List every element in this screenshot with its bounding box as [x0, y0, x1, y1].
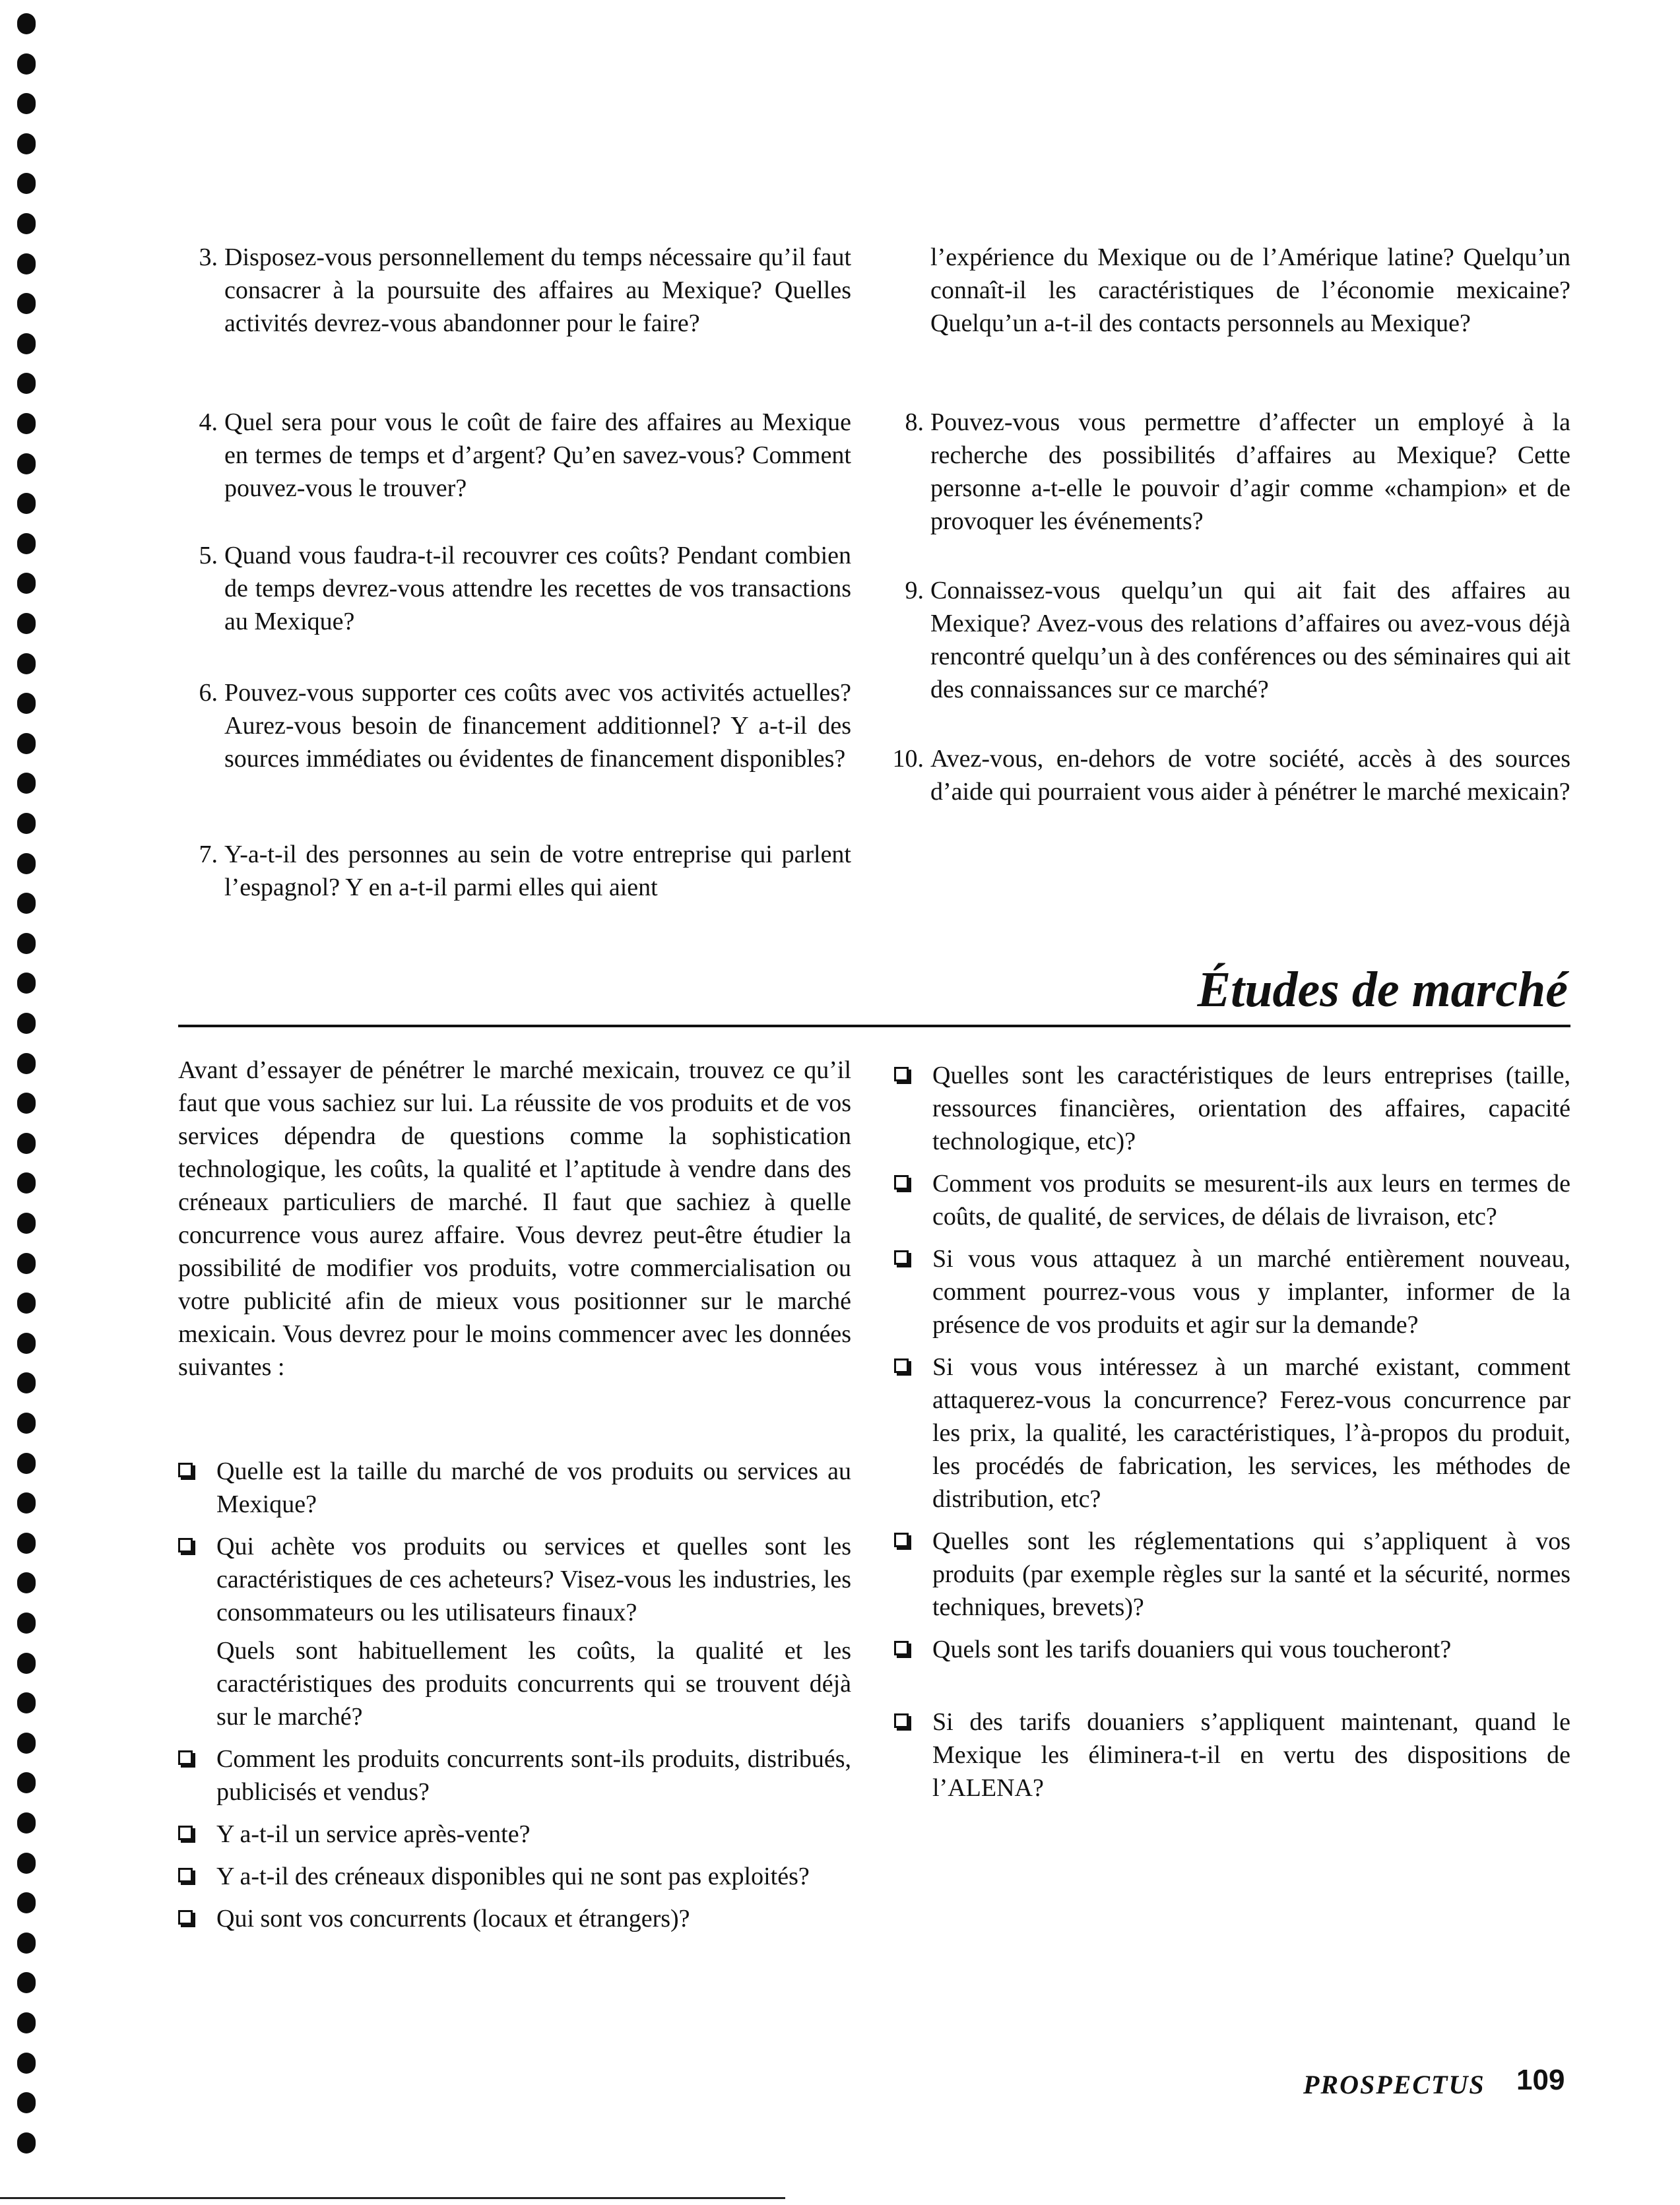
binder-hole — [17, 493, 36, 514]
binder-hole — [17, 1333, 36, 1354]
binder-hole — [17, 1253, 36, 1274]
binder-hole — [17, 1413, 36, 1434]
binder-hole — [17, 1653, 36, 1674]
binder-hole — [17, 1613, 36, 1634]
bullet-item — [894, 1167, 1570, 1233]
binder-hole — [17, 773, 36, 794]
question-text: Connaissez-vous quelqu’un qui ait fait des affaires au Mexique? Avez-vous des relations d’affaires ou avez-vous déjà rencontré quelqu’un à des conférences ou des séminaires qui ait des connaissances sur ce marché? — [930, 577, 1570, 703]
checkbox-icon — [894, 1250, 909, 1265]
question-number: 8. — [905, 408, 924, 436]
binder-hole — [17, 1172, 36, 1194]
binder-hole — [17, 893, 36, 914]
binder-hole — [17, 1692, 36, 1713]
section-title: Études de marché — [1197, 962, 1568, 1017]
binder-hole — [17, 1093, 36, 1114]
bullet-text: Quels sont les tarifs douaniers qui vous toucheront? — [932, 1636, 1452, 1663]
binder-hole — [17, 93, 36, 114]
question-text: l’expérience du Mexique ou de l’Amérique latine? Quelqu’un connaît-il les caractéristiques de l’économie mexicaine? Quelqu’un a-t-il des contacts personnels au Mexique? — [930, 243, 1570, 337]
question-number: 4. — [199, 408, 218, 436]
page-bottom-edge — [0, 2197, 785, 2199]
checkbox-icon — [178, 1538, 193, 1552]
binder-hole — [17, 1772, 36, 1793]
question-text: Quel sera pour vous le coût de faire des affaires au Mexique en termes de temps et d’argent? Qu’en savez-vous? Comment pouvez-vous le trouver? — [224, 408, 851, 502]
binder-hole — [17, 853, 36, 874]
binder-hole — [17, 653, 36, 674]
bullet-text: Si vous vous attaquez à un marché entièrement nouveau, comment pourrez-vous vous y implanter, informer de la présence de vos produits et agir sur la demande? — [932, 1245, 1570, 1339]
binder-hole — [17, 1013, 36, 1034]
bullet-item — [894, 1525, 1570, 1624]
checkbox-icon — [894, 1175, 909, 1190]
question-number: 7. — [199, 841, 218, 868]
binder-hole — [17, 253, 36, 274]
bullet-text: Qui achète vos produits ou services et quelles sont les caractéristiques de ces acheteurs? Visez-vous les industries, les consommateurs ou les utilisateurs finaux? — [216, 1533, 851, 1626]
binder-hole — [17, 1572, 36, 1593]
bullet-text: Si vous vous intéressez à un marché existant, comment attaquerez-vous la concurrence? Ferez-vous concurrence par les prix, la qualité, les caractéristiques, l’à-propos du produit, les procédés de fabrication, les services, les méthodes de distribution, etc? — [932, 1353, 1570, 1513]
checkbox-icon — [178, 1750, 193, 1765]
question-number: 10. — [892, 745, 924, 773]
question-item — [884, 742, 1570, 808]
binder-hole — [17, 1733, 36, 1754]
binder-hole — [17, 1972, 36, 1993]
binder-hole — [17, 413, 36, 434]
binder-hole — [17, 933, 36, 954]
checkbox-icon — [894, 1533, 909, 1547]
bullet-text: Quelles sont les réglementations qui s’appliquent à vos produits (par exemple règles sur la santé et la sécurité, normes techniques, brevets)? — [932, 1527, 1570, 1621]
binder-hole — [17, 1213, 36, 1234]
bullets-right — [894, 1059, 1570, 1814]
prospectus-logo: PROSPECTUS — [1303, 2070, 1485, 2099]
binder-hole — [17, 213, 36, 234]
bullet-text: Quelle est la taille du marché de vos produits ou services au Mexique? — [216, 1457, 851, 1518]
question-item — [178, 676, 851, 775]
question-item — [178, 241, 851, 340]
binder-hole — [17, 533, 36, 554]
checkbox-icon — [178, 1463, 193, 1477]
binder-hole — [17, 133, 36, 154]
bullet-text: Quelles sont les caractéristiques de leurs entreprises (taille, ressources financières, orientation des affaires, capacité technologique, etc)? — [932, 1062, 1570, 1155]
question-number: 3. — [199, 243, 218, 271]
section-divider — [178, 1025, 1570, 1027]
question-item — [178, 406, 851, 505]
binder-hole — [17, 13, 36, 34]
bullets-left — [178, 1455, 851, 1944]
binder-hole — [17, 1933, 36, 1954]
question-item — [178, 838, 851, 904]
bullet-item — [894, 1059, 1570, 1158]
binder-hole — [17, 1892, 36, 1913]
question-text: Disposez-vous personnellement du temps nécessaire qu’il faut consacrer à la poursuite des affaires au Mexique? Quelles activités devrez-vous abandonner pour le faire? — [224, 243, 851, 337]
bullet-text: Y a-t-il des créneaux disponibles qui ne sont pas exploités? — [216, 1863, 810, 1890]
question-text: Pouvez-vous supporter ces coûts avec vos activités actuelles? Aurez-vous besoin de financement additionnel? Y a-t-il des sources immédiates ou évidentes de financement disponibles? — [224, 679, 851, 773]
binder-hole — [17, 1853, 36, 1874]
checkbox-icon — [894, 1713, 909, 1728]
binder-hole — [17, 2132, 36, 2154]
question-text: Y-a-t-il des personnes au sein de votre entreprise qui parlent l’espagnol? Y en a-t-il parmi elles qui aient — [224, 841, 851, 901]
question-number: 9. — [905, 577, 924, 604]
bullet-item — [894, 1706, 1570, 1805]
binder-hole — [17, 293, 36, 314]
binder-hole — [17, 733, 36, 754]
binder-hole — [17, 2092, 36, 2113]
checkbox-icon — [894, 1641, 909, 1655]
binder-hole — [17, 693, 36, 714]
bullet-item — [894, 1242, 1570, 1341]
bullet-item — [894, 1633, 1570, 1666]
binder-hole — [17, 373, 36, 394]
question-text: Pouvez-vous vous permettre d’affecter un employé à la recherche des possibilités d’affaires au Mexique? Cette personne a-t-elle le pouvoir d’agir comme «champion» et de provoquer les événements? — [930, 408, 1570, 535]
binder-hole — [17, 1133, 36, 1154]
binder-hole — [17, 1372, 36, 1393]
page-number: 109 — [1516, 2064, 1565, 2096]
bullet-subparagraph: Quels sont habituellement les coûts, la qualité et les caractéristiques des produits concurrents qui se trouvent déjà sur le marché? — [216, 1637, 851, 1731]
question-number: 6. — [199, 679, 218, 707]
checkbox-icon — [178, 1826, 193, 1840]
bullet-item — [178, 1742, 851, 1808]
bullet-item — [178, 1530, 851, 1629]
binder-hole — [17, 173, 36, 194]
bullet-text: Comment vos produits se mesurent-ils aux leurs en termes de coûts, de qualité, de services, de délais de livraison, etc? — [932, 1170, 1570, 1230]
binder-hole — [17, 1492, 36, 1514]
binder-hole — [17, 53, 36, 75]
question-number: 5. — [199, 542, 218, 569]
bullet-item — [178, 1860, 851, 1893]
question-item — [884, 574, 1570, 706]
binder-hole — [17, 573, 36, 594]
checkbox-icon — [178, 1868, 193, 1882]
binder-hole — [17, 1453, 36, 1474]
binder-hole — [17, 2053, 36, 2074]
bullet-text: Qui sont vos concurrents (locaux et étrangers)? — [216, 1905, 690, 1933]
binder-hole — [17, 813, 36, 834]
checkbox-icon — [894, 1358, 909, 1373]
binder-hole — [17, 973, 36, 994]
checkbox-icon — [894, 1067, 909, 1081]
binder-hole — [17, 333, 36, 354]
bullet-item — [178, 1902, 851, 1935]
question-text: Quand vous faudra-t-il recouvrer ces coûts? Pendant combien de temps devrez-vous attendre les recettes de vos transactions au Mexique? — [224, 542, 851, 635]
binder-hole — [17, 1533, 36, 1554]
binder-holes — [17, 13, 37, 2184]
binder-hole — [17, 1053, 36, 1074]
bullet-item — [178, 1818, 851, 1851]
binder-hole — [17, 453, 36, 474]
bullet-item — [894, 1351, 1570, 1516]
question-item — [178, 539, 851, 638]
checkbox-icon — [178, 1910, 193, 1925]
binder-hole — [17, 2012, 36, 2033]
bullet-text: Comment les produits concurrents sont-ils produits, distribués, publicisés et vendus? — [216, 1745, 851, 1806]
bullet-text: Si des tarifs douaniers s’appliquent maintenant, quand le Mexique les éliminera-t-il en vertu des dispositions de l’ALENA? — [932, 1708, 1570, 1802]
binder-hole — [17, 1293, 36, 1314]
bullet-text: Y a-t-il un service après-vente? — [216, 1820, 531, 1848]
binder-hole — [17, 1812, 36, 1834]
question-item — [884, 406, 1570, 538]
question-continuation — [884, 241, 1570, 340]
binder-hole — [17, 613, 36, 634]
question-text: Avez-vous, en-dehors de votre société, accès à des sources d’aide qui pourraient vous aider à pénétrer le marché mexicain? — [930, 745, 1570, 806]
bullet-item — [178, 1455, 851, 1521]
intro-paragraph: Avant d’essayer de pénétrer le marché mexicain, trouvez ce qu’il faut que vous sachiez sur lui. La réussite de vos produits et de vos services dépendra de questions comme la sophistication technologique, les coûts, la qualité et l’aptitude à vendre dans des créneaux particuliers de marché. Il faut que sachiez à quelle concurrence vous aurez affaire. Vous devrez peut-être étudier la possibilité de modifier vos produits, votre commercialisation ou votre publicité afin de mieux vous positionner sur le marché mexicain. Vous devrez pour le moins commencer avec les données suivantes : — [178, 1056, 851, 1381]
